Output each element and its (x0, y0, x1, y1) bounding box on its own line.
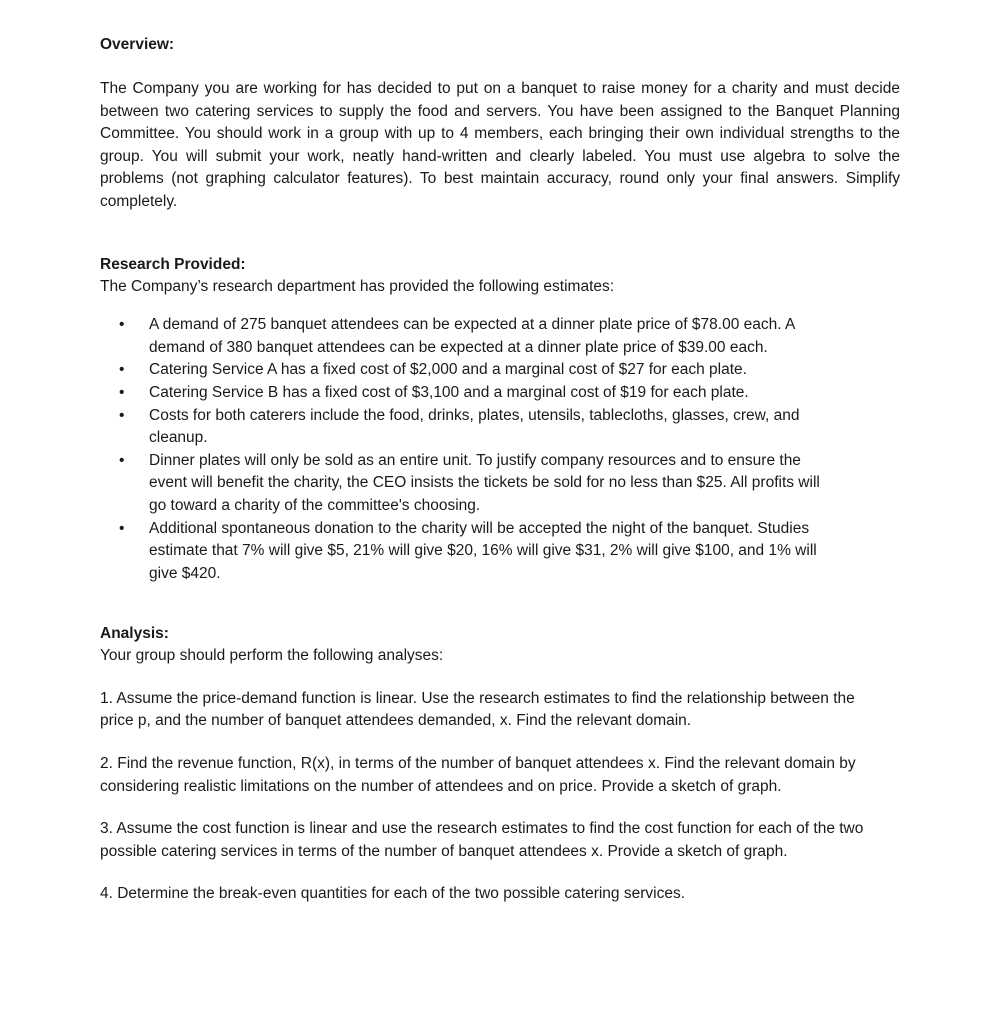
research-item-text: Additional spontaneous donation to the charity will be accepted the night of the banquet. Studies estimate that 7% will give $5, 21% will give $20, 16% will give $31, 2% will give $100, and 1% will give $420. (149, 519, 817, 582)
research-heading: Research Provided: (100, 255, 246, 273)
research-intro: The Company’s research department has provided the following estimates: (100, 277, 615, 295)
bullet-icon: • (119, 406, 125, 424)
research-item-text: Catering Service A has a fixed cost of $2,000 and a marginal cost of $27 for each plate. (149, 361, 747, 379)
research-item (100, 314, 839, 359)
analysis-heading: Analysis: (100, 625, 169, 643)
bullet-icon: • (119, 383, 125, 401)
research-item (100, 382, 839, 405)
analysis-question-3: 3. Assume the cost function is linear and use the research estimates to find the cost function for each of the two possible catering services in terms of the number of banquet attendees x. Provide a sketch of graph. (100, 820, 864, 860)
research-item (100, 359, 839, 382)
bullet-icon: • (119, 451, 125, 469)
analysis-intro: Your group should perform the following analyses: (100, 647, 444, 665)
bullet-icon: • (119, 316, 125, 334)
research-item-text: Catering Service B has a fixed cost of $3,100 and a marginal cost of $19 for each plate. (149, 383, 749, 401)
research-item (100, 518, 839, 586)
research-item-text: A demand of 275 banquet attendees can be expected at a dinner plate price of $78.00 each. A demand of 380 banquet attendees can be expected at a dinner plate price of $39.00 each. (149, 316, 795, 356)
research-item (100, 405, 839, 450)
bullet-icon: • (119, 519, 125, 537)
research-item-text: Dinner plates will only be sold as an entire unit. To justify company resources and to ensure the event will benefit the charity, the CEO insists the tickets be sold for no less than $25. All profits will go toward a charity of the committee's choosing. (149, 451, 820, 514)
bullet-icon: • (119, 361, 125, 379)
analysis-question-2: 2. Find the revenue function, R(x), in terms of the number of banquet attendees x. Find the relevant domain by considering realistic limitations on the number of attendees and on price. Provide a sketch of graph. (100, 755, 856, 795)
analysis-question-4: 4. Determine the break-even quantities for each of the two possible catering services. (100, 885, 686, 903)
research-list (100, 314, 900, 585)
overview-paragraph: The Company you are working for has decided to put on a banquet to raise money for a charity and must decide between two catering services to supply the food and servers. You have been assigned to the Banquet Planning Committee. You should work in a group with up to 4 members, each bringing their own individual strengths to the group. You will submit your work, neatly hand-written and clearly labeled. You must use algebra to solve the problems (not graphing calculator features). To best maintain accuracy, round only your final answers. Simplify completely. (100, 80, 900, 210)
document-page (100, 34, 900, 926)
research-item-text: Costs for both caterers include the food, drinks, plates, utensils, tablecloths, glasses, crew, and cleanup. (149, 406, 800, 447)
research-item (100, 450, 839, 518)
overview-heading: Overview: (100, 36, 175, 53)
analysis-question-1: 1. Assume the price-demand function is linear. Use the research estimates to find the relationship between the price p, and the number of banquet attendees demanded, x. Find the relevant domain. (100, 689, 855, 730)
